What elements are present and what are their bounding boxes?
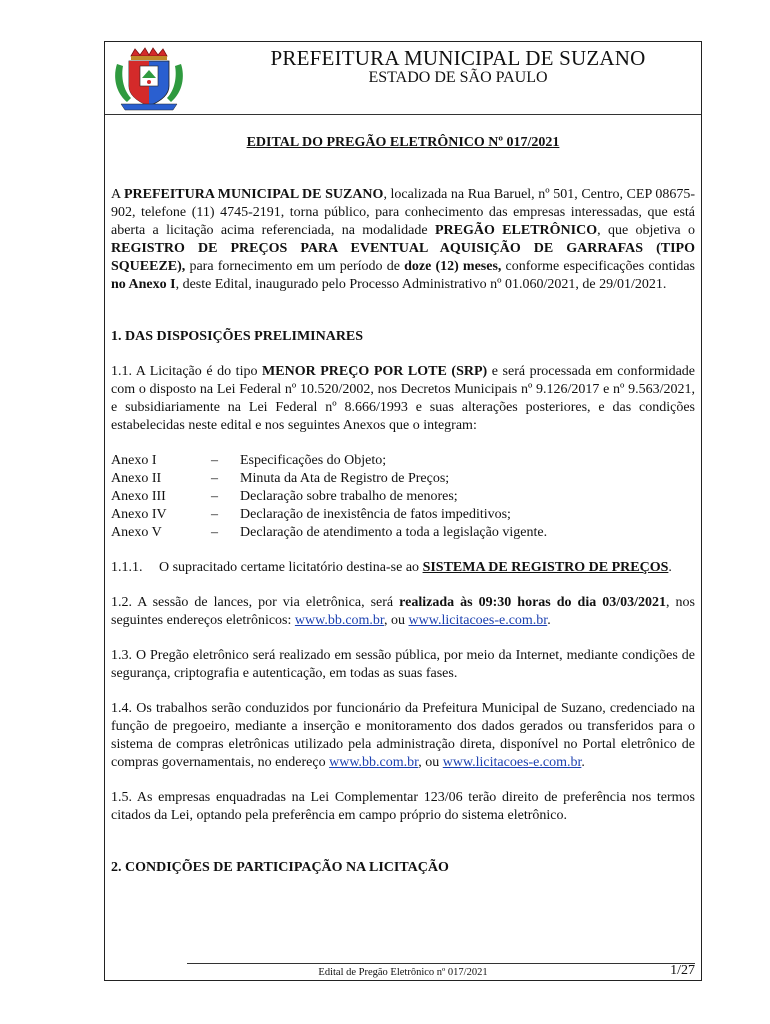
section-1-heading: 1. DAS DISPOSIÇÕES PRELIMINARES	[111, 329, 364, 344]
annex-row: Anexo V – Declaração de atendimento a toda a legislação vigente.	[111, 525, 548, 540]
intro-paragraph: A PREFEITURA MUNICIPAL DE SUZANO, localizada na Rua Baruel, nº 501, Centro, CEP 08675-902, telefone (11) 4745-2191, torna público, para conhecimento das empresas interessadas, que está aberta a licitação acima referenciada, na modalidade PREGÃO ELETRÔNICO, que objetiva o REGISTRO DE PREÇOS PARA EVENTUAL AQUISIÇÃO DE GARRAFAS (TIPO SQUEEZE), para fornecimento em um período de doze (12) meses, conforme especificações contidas no Anexo I, deste Edital, inaugurado pelo Processo Administrativo nº 01.060/2021, de 29/01/2021.	[111, 187, 695, 292]
section-2-heading: 2. CONDIÇÕES DE PARTICIPAÇÃO NA LICITAÇÃO	[111, 860, 449, 875]
link-bb[interactable]: www.bb.com.br	[329, 755, 419, 770]
clause-1-1-1: 1.1.1. O supracitado certame licitatório destina-se ao SISTEMA DE REGISTRO DE PREÇOS.	[111, 560, 672, 575]
annex-row: Anexo I – Especificações do Objeto;	[111, 453, 387, 468]
annex-row: Anexo IV – Declaração de inexistência de fatos impeditivos;	[111, 507, 511, 522]
annex-row: Anexo II – Minuta da Ata de Registro de Preços;	[111, 471, 450, 486]
page-number: 1/27	[670, 963, 695, 978]
footer-text: Edital de Pregão Eletrônico nº 017/2021	[318, 967, 488, 978]
clause-1-2: 1.2. A sessão de lances, por via eletrônica, será realizada às 09:30 horas do dia 03/03/2021, nos seguintes endereços eletrônicos: www.bb.com.br, ou www.licitacoes-e.com.br.	[111, 595, 695, 628]
edital-title: EDITAL DO PREGÃO ELETRÔNICO Nº 017/2021	[246, 135, 560, 150]
clause-1-5: 1.5. As empresas enquadradas na Lei Complementar 123/06 terão direito de preferência nos termos citados da Lei, optando pela preferência em campo próprio do sistema eletrônico.	[111, 790, 695, 823]
header-subtitle: ESTADO DE SÃO PAULO	[368, 69, 548, 86]
header-divider	[105, 114, 701, 115]
annex-row: Anexo III – Declaração sobre trabalho de menores;	[111, 489, 458, 504]
document-body	[111, 127, 695, 877]
page-frame	[104, 41, 702, 981]
clause-1-3: 1.3. O Pregão eletrônico será realizado em sessão pública, por meio da Internet, mediante condições de segurança, criptografia e autenticação, em todas as suas fases.	[111, 648, 695, 681]
municipal-crest-icon	[109, 46, 189, 112]
link-licitacoes[interactable]: www.licitacoes-e.com.br	[442, 755, 582, 770]
clause-1-4: 1.4. Os trabalhos serão conduzidos por funcionário da Prefeitura Municipal de Suzano, credenciado na função de pregoeiro, mediante a inserção e monitoramento dos dados gerados ou transferidos para o sistema de compras eletrônicas utilizado pela administração direta, disponível no Portal eletrônico de compras governamentais, no endereço www.bb.com.br, ou www.licitacoes-e.com.br.	[111, 701, 695, 770]
footer-divider	[187, 963, 695, 964]
clause-1-1: 1.1. A Licitação é do tipo MENOR PREÇO POR LOTE (SRP) e será processada em conformidade com o disposto na Lei Federal nº 10.520/2002, nos Decretos Municipais nº 9.126/2017 e nº 9.563/2021, e subsidiariamente na Lei Federal nº 8.666/1993 e suas alterações posteriores, e das condições estabelecidas neste edital e nos seguintes Anexos que o integram:	[111, 364, 696, 433]
annex-list	[111, 452, 547, 542]
link-bb[interactable]: www.bb.com.br	[294, 613, 385, 628]
link-licitacoes[interactable]: www.licitacoes-e.com.br	[408, 613, 548, 628]
header-title: PREFEITURA MUNICIPAL DE SUZANO	[270, 46, 646, 70]
